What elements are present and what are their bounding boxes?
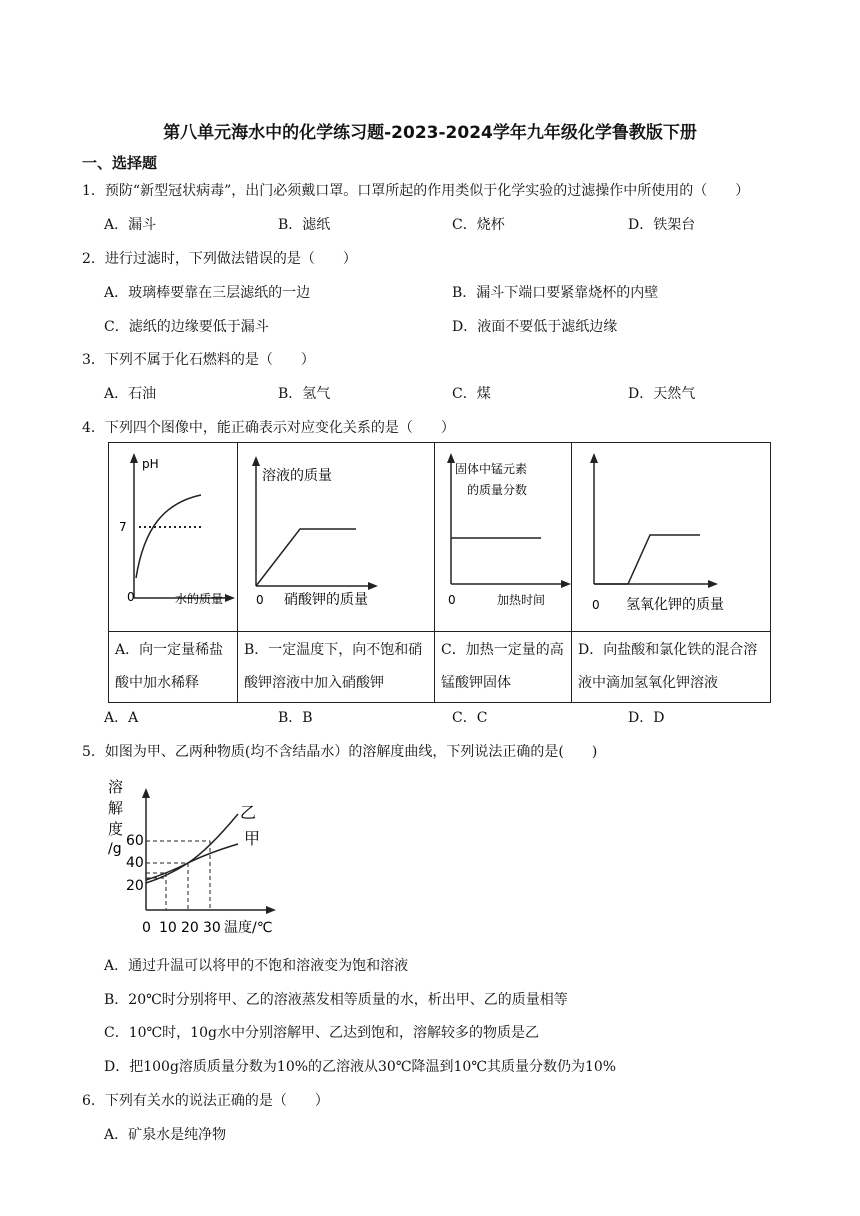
graph-a-origin: 0 bbox=[127, 590, 135, 604]
q2-option-d: D．液面不要低于滤纸边缘 bbox=[452, 319, 618, 335]
q1-option-d: D．铁架台 bbox=[628, 217, 696, 233]
graph-d-cell bbox=[572, 443, 771, 632]
xtick-20: 20 bbox=[181, 920, 199, 936]
question-5-stem: 5．如图为甲、乙两种物质(均不含结晶水）的溶解度曲线，下列说法正确的是( ) bbox=[82, 744, 598, 760]
ytick-40: 40 bbox=[126, 855, 144, 871]
series-label-yi: 乙 bbox=[240, 803, 257, 822]
solubility-graph bbox=[100, 772, 290, 944]
xtick-10: 10 bbox=[159, 920, 177, 936]
q1-option-a: A．漏斗 bbox=[104, 217, 157, 233]
q3-option-d: D．天然气 bbox=[628, 386, 696, 402]
graph-c-origin: 0 bbox=[448, 593, 456, 607]
q5-option-c: C．10℃时，10g水中分别溶解甲、乙达到饱和，溶解较多的物质是乙 bbox=[104, 1025, 539, 1041]
solubility-ylabel-1: 溶 bbox=[108, 778, 124, 796]
question-6-stem: 6．下列有关水的说法正确的是（ ） bbox=[82, 1093, 329, 1109]
section-heading: 一、选择题 bbox=[82, 154, 158, 172]
solubility-ylabel-2: 解 bbox=[108, 799, 124, 817]
graph-c-xlabel: 加热时间 bbox=[497, 593, 546, 607]
graph-b-xlabel: 硝酸钾的质量 bbox=[284, 592, 368, 608]
ytick-60: 60 bbox=[126, 833, 144, 849]
q3-option-a: A．石油 bbox=[104, 386, 157, 402]
q3-option-c: C．煤 bbox=[452, 386, 491, 402]
q4-option-c: C．C bbox=[452, 710, 488, 726]
ytick-20: 20 bbox=[126, 878, 144, 894]
graph-a bbox=[109, 443, 237, 627]
q5-option-d: D．把100g溶质质量分数为10%的乙溶液从30℃降温到10℃其质量分数仍为10% bbox=[104, 1059, 617, 1075]
question-4-stem: 4．下列四个图像中，能正确表示对应变化关系的是（ ） bbox=[82, 420, 455, 436]
graph-c-ylabel-line1: 固体中锰元素 bbox=[455, 462, 528, 476]
q1-option-b: B．滤纸 bbox=[278, 217, 331, 233]
graph-a-caption: A．向一定量稀盐酸中加水稀释 bbox=[109, 632, 238, 703]
graph-d-origin: 0 bbox=[592, 598, 600, 612]
page-title: 第八单元海水中的化学练习题-2023-2024学年九年级化学鲁教版下册 bbox=[163, 123, 697, 143]
graph-b bbox=[238, 443, 434, 627]
q5-option-a: A．通过升温可以将甲的不饱和溶液变为饱和溶液 bbox=[104, 958, 409, 974]
xtick-0: 0 bbox=[142, 920, 151, 936]
q2-option-b: B．漏斗下端口要紧靠烧杯的内壁 bbox=[452, 285, 659, 301]
graph-b-origin: 0 bbox=[256, 593, 264, 607]
q2-option-a: A．玻璃棒要靠在三层滤纸的一边 bbox=[104, 285, 311, 301]
q2-option-c: C．滤纸的边缘要低于漏斗 bbox=[104, 319, 269, 335]
q6-option-a: A．矿泉水是纯净物 bbox=[104, 1127, 227, 1143]
graph-d bbox=[572, 443, 770, 627]
graph-c-ylabel-line2: 的质量分数 bbox=[467, 483, 528, 497]
graph-c-cell bbox=[435, 443, 572, 632]
q5-option-b: B．20℃时分别将甲、乙的溶液蒸发相等质量的水，析出甲、乙的质量相等 bbox=[104, 992, 568, 1008]
solubility-xlabel: 温度/℃ bbox=[224, 920, 273, 936]
q4-option-a: A．A bbox=[104, 710, 139, 726]
xtick-30: 30 bbox=[203, 920, 221, 936]
graph-b-cell bbox=[238, 443, 435, 632]
question-3-stem: 3．下列不属于化石燃料的是（ ） bbox=[82, 352, 315, 368]
graph-a-xlabel: 水的质量 bbox=[175, 592, 224, 606]
graph-c bbox=[435, 443, 571, 627]
solubility-ylabel-4: /g bbox=[108, 841, 122, 857]
graph-b-caption: B．一定温度下，向不饱和硝酸钾溶液中加入硝酸钾 bbox=[238, 632, 435, 703]
q1-option-c: C．烧杯 bbox=[452, 217, 505, 233]
graph-d-caption: D．向盐酸和氯化铁的混合溶液中滴加氢氧化钾溶液 bbox=[572, 632, 771, 703]
question-1-stem: 1．预防“新型冠状病毒”，出门必须戴口罩。口罩所起的作用类似于化学实验的过滤操作中所使用的（ ） bbox=[82, 183, 750, 199]
series-label-jia: 甲 bbox=[244, 829, 261, 848]
graph-b-ylabel: 溶液的质量 bbox=[262, 468, 332, 484]
graph-a-cell bbox=[109, 443, 238, 632]
q3-option-b: B．氢气 bbox=[278, 386, 331, 402]
graph-d-xlabel: 氢氧化钾的质量 bbox=[626, 597, 724, 613]
graph-a-ylabel: pH bbox=[142, 457, 159, 471]
graph-table bbox=[108, 442, 771, 703]
graph-c-caption: C．加热一定量的高锰酸钾固体 bbox=[435, 632, 572, 703]
q4-option-d: D．D bbox=[628, 710, 665, 726]
q4-option-b: B．B bbox=[278, 710, 313, 726]
question-2-stem: 2．进行过滤时，下列做法错误的是（ ） bbox=[82, 251, 357, 267]
graph-a-mark: 7 bbox=[119, 520, 127, 534]
solubility-ylabel-3: 度 bbox=[108, 820, 124, 838]
